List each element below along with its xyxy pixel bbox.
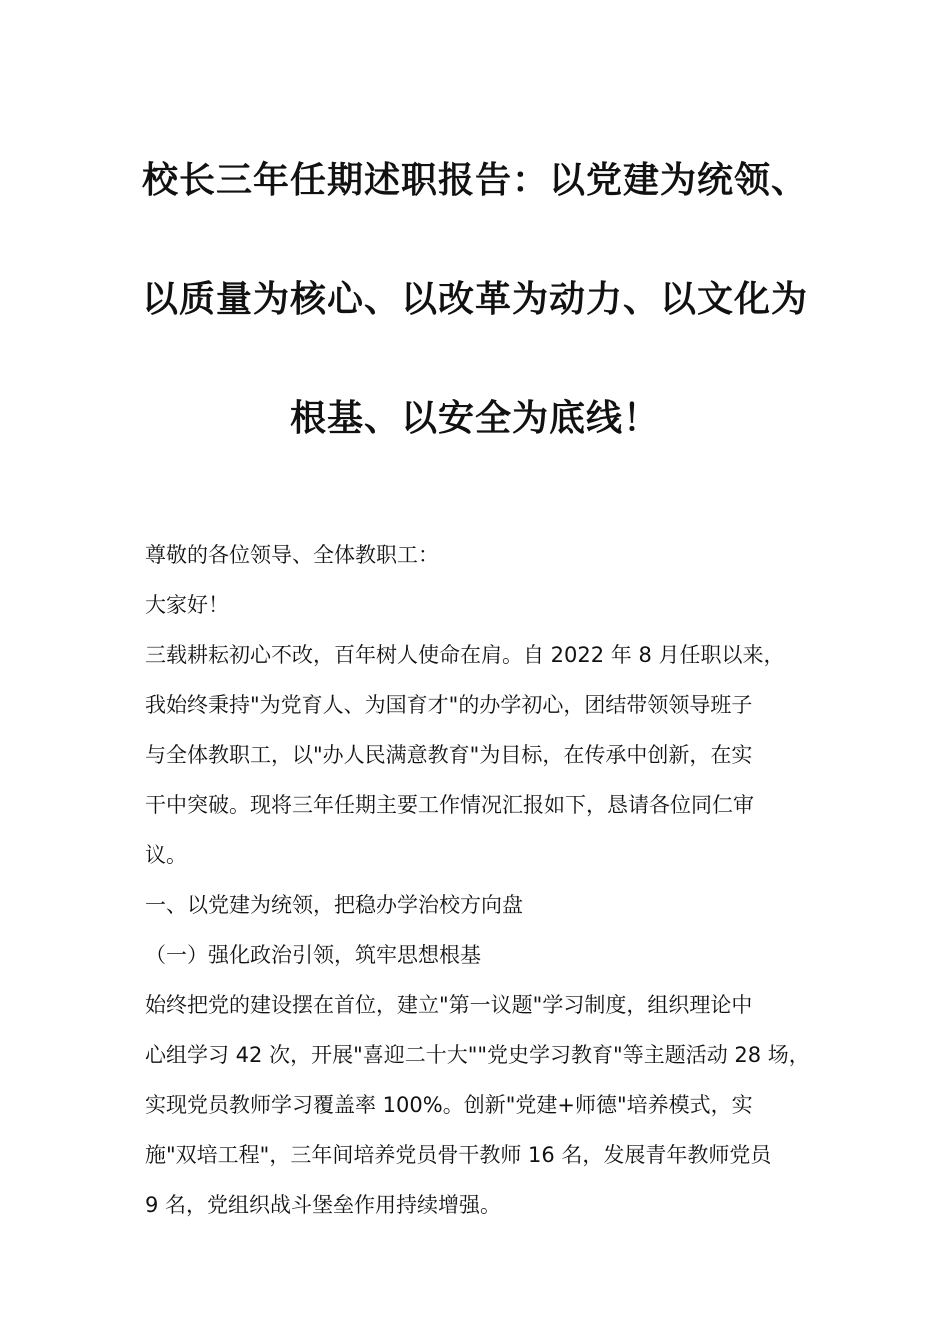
- subsection-heading: （一）强化政治引领，筑牢思想根基: [145, 943, 481, 967]
- document-body: [145, 530, 815, 1230]
- intro-line: 议。: [145, 843, 187, 867]
- paragraph-line: 9 名，党组织战斗堡垒作用持续增强。: [145, 1193, 502, 1217]
- paragraph-line: 心组学习 42 次，开展"喜迎二十大""党史学习教育"等主题活动 28 场，: [145, 1043, 810, 1067]
- paragraph-line: 实现党员教师学习覆盖率 100%。创新"党建+师德"培养模式，实: [145, 1093, 753, 1117]
- title-line-2: 以质量为核心、以改革为动力、以文化为: [141, 278, 808, 320]
- intro-line: 三载耕耘初心不改，百年树人使命在肩。自 2022 年 8 月任职以来，: [145, 643, 785, 667]
- intro-line: 与全体教职工，以"办人民满意教育"为目标，在传承中创新，在实: [145, 743, 753, 767]
- intro-line: 干中突破。现将三年任期主要工作情况汇报如下，恳请各位同仁审: [145, 793, 754, 817]
- greeting: 大家好！: [145, 593, 229, 617]
- title-line-1: 校长三年任期述职报告：以党建为统领、: [141, 159, 808, 201]
- salutation: 尊敬的各位领导、全体教职工：: [145, 543, 439, 567]
- title-line-3: 根基、以安全为底线！: [289, 397, 660, 439]
- paragraph-line: 施"双培工程"，三年间培养党员骨干教师 16 名，发展青年教师党员: [145, 1143, 772, 1167]
- document-title: [120, 150, 830, 507]
- paragraph-line: 始终把党的建设摆在首位，建立"第一议题"学习制度，组织理论中: [145, 993, 753, 1017]
- section-heading: 一、以党建为统领，把稳办学治校方向盘: [145, 893, 523, 917]
- intro-line: 我始终秉持"为党育人、为国育才"的办学初心，团结带领领导班子: [145, 693, 753, 717]
